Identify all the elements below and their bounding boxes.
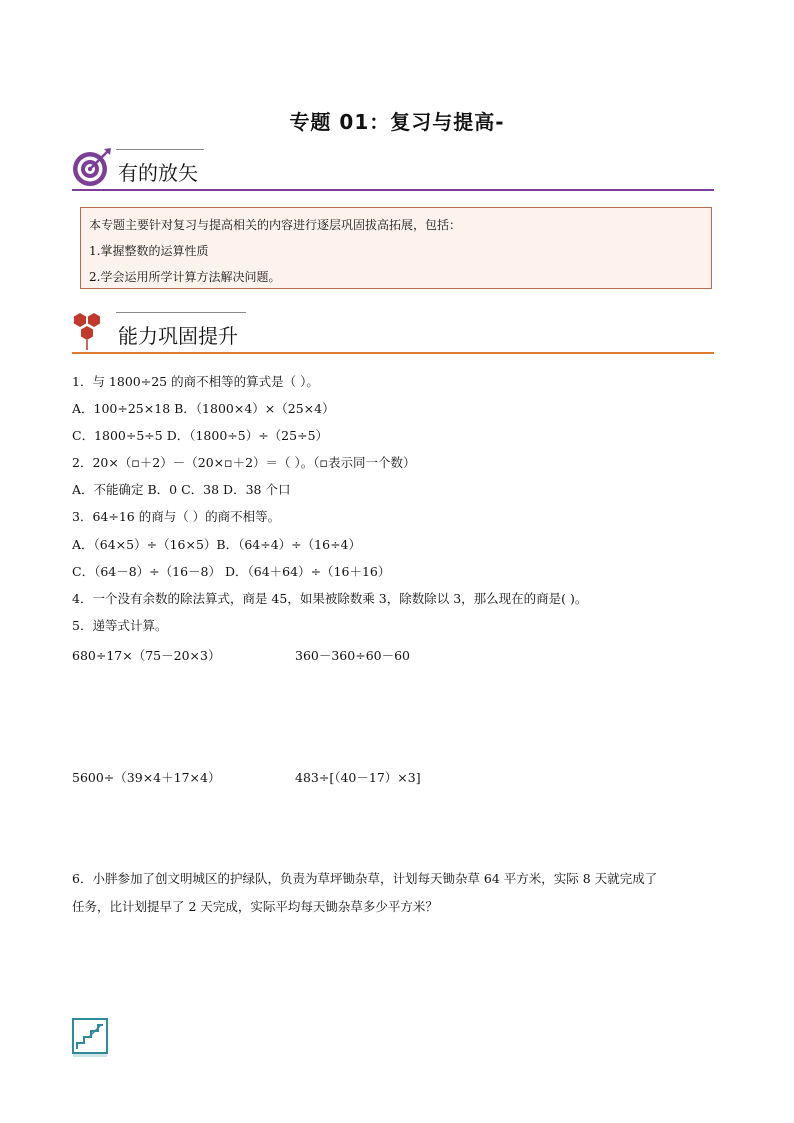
section-title-practice: 能力巩固提升 — [118, 324, 238, 348]
question-4-stem: 4．一个没有余数的除法算式，商是 45，如果被除数乘 3，除数除以 3，那么现在的商是( )。 — [72, 591, 588, 606]
question-1-options-cd: C．1800÷5÷5 D．（1800÷5）÷（25÷5） — [72, 428, 329, 443]
question-3-options-ab: A．（64×5）÷（16×5）B．（64÷4）÷（16÷4） — [72, 537, 361, 552]
hexagon-molecule-icon — [70, 310, 110, 352]
question-3-stem: 3．64÷16 的商与（ ）的商不相等。 — [72, 509, 281, 524]
stairs-icon — [72, 1018, 108, 1058]
objective-item: 1.掌握整数的运算性质 — [89, 244, 209, 258]
question-1-stem: 1．与 1800÷25 的商不相等的算式是（ ）。 — [72, 374, 319, 389]
question-6-line2: 任务，比计划提早了 2 天完成，实际平均每天锄杂草多少平方米？ — [72, 899, 438, 914]
section-title-objectives: 有的放矢 — [118, 161, 198, 185]
objectives-intro: 本专题主要针对复习与提高相关的内容进行逐层巩固拔高拓展，包括： — [89, 218, 462, 232]
section-divider-orange — [72, 352, 714, 354]
calc-expression: 483÷[（40－17）×3] — [295, 770, 421, 785]
objective-item: 2.学会运用所学计算方法解决问题。 — [89, 270, 281, 284]
objectives-box — [80, 207, 712, 289]
section-header-objectives — [72, 147, 272, 195]
question-2-stem: 2．20×（▫＋2）－（20×▫＋2）＝（ ）。（▫表示同一个数） — [72, 455, 416, 470]
page-title: 专题 01：复习与提高- — [289, 110, 505, 134]
section-divider-purple — [72, 189, 714, 191]
question-3-options-cd: C．（64－8）÷（16－8） D．（64＋64）÷（16＋16） — [72, 564, 391, 579]
question-1-options-ab: A．100÷25×18 B．（1800×4）×（25×4） — [72, 401, 335, 416]
question-5-stem: 5．递等式计算。 — [72, 618, 168, 633]
section-header-line — [116, 149, 204, 150]
calc-expression: 680÷17×（75－20×3） — [72, 648, 221, 663]
question-2-options: A．不能确定 B．0 C．38 D．38 个口 — [72, 482, 291, 497]
section-header-practice — [72, 310, 292, 358]
question-6-line1: 6．小胖参加了创文明城区的护绿队，负责为草坪锄杂草，计划每天锄杂草 64 平方米，实际 8 天就完成了 — [72, 871, 658, 886]
section-header-line — [116, 312, 246, 313]
calc-expression: 5600÷（39×4＋17×4） — [72, 770, 221, 785]
calc-expression: 360－360÷60－60 — [295, 648, 411, 663]
target-icon — [72, 147, 112, 189]
